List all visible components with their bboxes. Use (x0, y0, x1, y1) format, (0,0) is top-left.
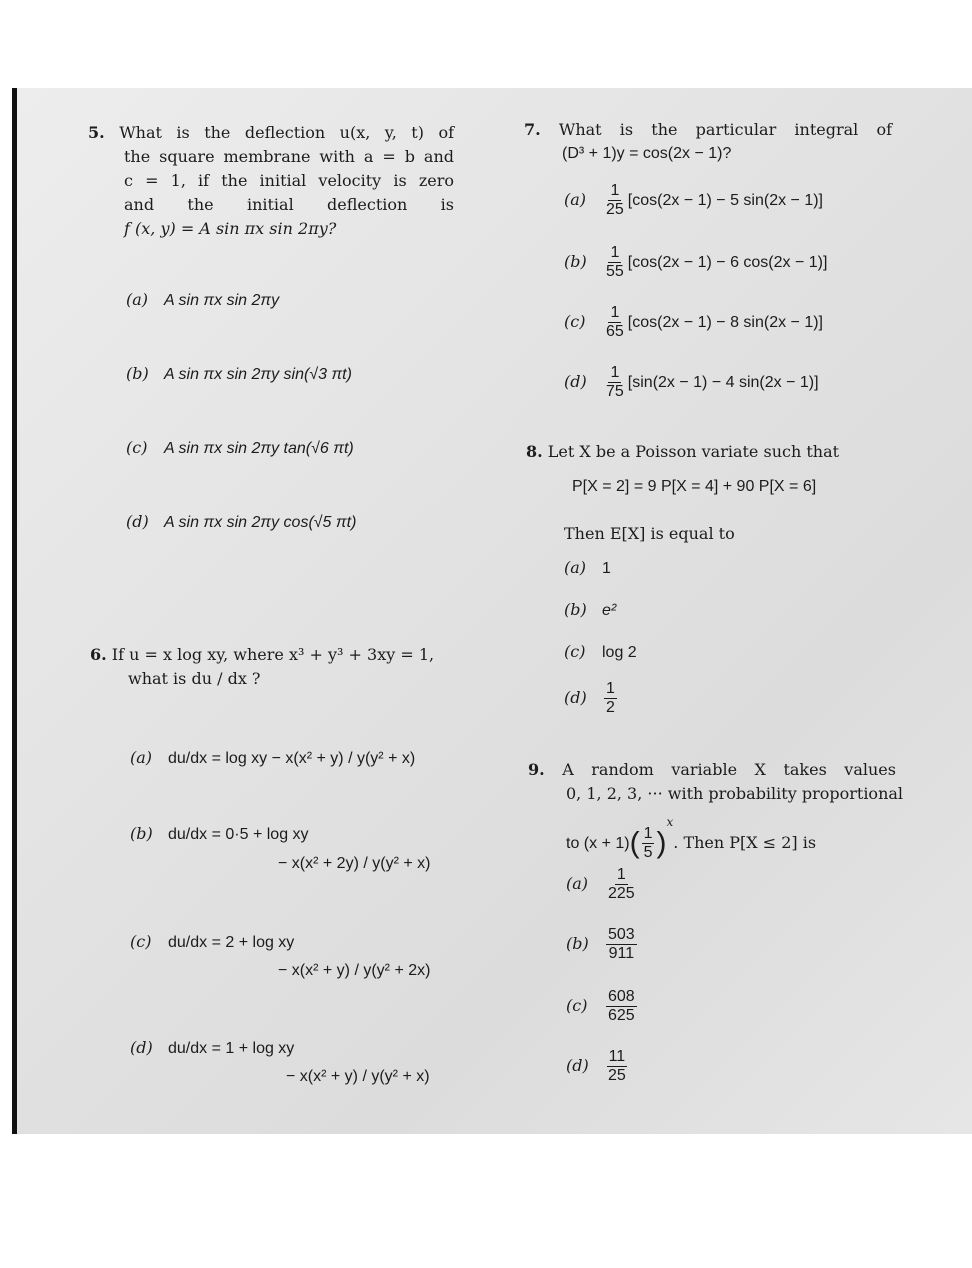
question-9-text-1: A random variable X takes values (562, 760, 896, 779)
question-5 (88, 121, 454, 241)
question-5-text-1: What is the deflection u(x, y, t) of (119, 123, 454, 142)
q8-option-a[interactable] (564, 558, 611, 578)
q6-option-b[interactable] (130, 824, 309, 844)
q7-option-d-denominator: 75 (606, 383, 624, 400)
q5-option-d[interactable] (126, 512, 356, 532)
q5-option-c[interactable] (126, 438, 354, 458)
q8-option-c-text: log 2 (602, 644, 637, 661)
q7-option-d-numerator: 1 (610, 364, 620, 381)
question-9-line-1 (528, 758, 896, 782)
q5-option-b[interactable] (126, 364, 352, 384)
question-9-line-3-suffix: . Then P[X ≤ 2] is (673, 833, 817, 852)
q5-option-b-label: (b) (126, 364, 149, 383)
q6-option-d-continuation: − x(x² + y) / y(y² + x) (286, 1068, 430, 1085)
q9-option-d-label: (d) (566, 1056, 589, 1075)
question-9-number: 9. (528, 760, 545, 779)
q8-option-d-numerator: 1 (606, 680, 615, 697)
question-6-number: 6. (90, 645, 107, 664)
q5-option-d-text: A sin πx sin 2πy cos(√5 πt) (164, 514, 357, 531)
question-5-number: 5. (88, 123, 105, 142)
q8-option-c[interactable] (564, 642, 637, 662)
question-9-line-3 (566, 810, 816, 862)
question-5-line-5: f (x, y) = A sin πx sin 2πy? (124, 219, 337, 238)
q9-option-d-fraction (606, 1048, 628, 1085)
question-7 (524, 118, 892, 166)
question-9-fraction-numerator: 1 (643, 825, 653, 842)
q7-option-d-fraction (604, 364, 626, 401)
q5-option-c-label: (c) (126, 438, 148, 457)
q9-close-paren: ) (656, 826, 667, 860)
q7-option-a-text: [cos(2x − 1) − 5 sin(2x − 1)] (627, 192, 823, 209)
q7-option-b-label: (b) (564, 252, 587, 271)
q7-option-c-denominator: 65 (606, 323, 624, 340)
question-9-line-3-prefix: to (x + 1) (566, 835, 630, 852)
q7-option-d[interactable] (564, 364, 819, 401)
q7-option-a[interactable] (564, 182, 823, 219)
q7-option-a-denominator: 25 (606, 201, 624, 218)
q5-option-c-text: A sin πx sin 2πy tan(√6 πt) (164, 440, 354, 457)
q7-option-a-fraction (604, 182, 626, 219)
q7-option-b-denominator: 55 (606, 263, 624, 280)
question-9 (528, 758, 904, 806)
question-8-equation: P[X = 2] = 9 P[X = 4] + 90 P[X = 6] (572, 478, 817, 495)
q7-option-c-label: (c) (564, 312, 586, 331)
q9-option-d[interactable] (566, 1048, 630, 1085)
q5-option-a[interactable] (126, 290, 279, 310)
q9-option-b-denominator: 911 (608, 945, 635, 962)
q9-option-b-label: (b) (566, 934, 589, 953)
question-6-line-2: what is du / dx ? (128, 669, 261, 688)
q8-option-b-text: e² (602, 602, 617, 619)
question-9-fraction-denominator: 5 (643, 844, 653, 861)
q9-option-a-denominator: 225 (608, 885, 635, 902)
q8-option-d-fraction (604, 680, 617, 717)
question-5-line-3: c = 1, if the initial velocity is zero (124, 171, 454, 190)
q6-option-a[interactable] (130, 748, 415, 768)
question-8-number: 8. (526, 442, 543, 461)
q6-option-c-label: (c) (130, 932, 152, 951)
q9-option-a[interactable] (566, 866, 639, 903)
q8-option-a-label: (a) (564, 558, 587, 577)
q9-option-a-fraction (606, 866, 637, 903)
question-7-text-1: What is the particular integral of (558, 120, 892, 139)
question-5-line-4: and the initial deflection is (124, 195, 454, 214)
q6-option-a-text: du/dx = log xy − x(x² + y) / y(y² + x) (168, 750, 416, 767)
q7-option-b-fraction (604, 244, 626, 281)
q6-option-b-text: du/dx = 0·5 + log xy (168, 826, 309, 843)
q8-option-c-label: (c) (564, 642, 586, 661)
question-9-line-2: 0, 1, 2, 3, ··· with probability proportional (566, 784, 904, 803)
q9-option-c-label: (c) (566, 996, 588, 1015)
question-5-line-1 (88, 121, 454, 145)
question-8-line-1 (526, 440, 896, 464)
page-edge-shadow (12, 88, 17, 1134)
q7-option-b-numerator: 1 (610, 244, 620, 261)
q5-option-a-text: A sin πx sin 2πy (164, 292, 280, 309)
q9-option-c-numerator: 608 (608, 988, 635, 1005)
q6-option-b-label: (b) (130, 824, 153, 843)
question-9-fraction (642, 825, 655, 862)
q9-open-paren: ( (629, 826, 640, 860)
q7-option-c-numerator: 1 (610, 304, 620, 321)
q6-option-c-continuation: − x(x² + y) / y(y² + 2x) (278, 962, 431, 979)
q8-option-d-denominator: 2 (606, 699, 615, 716)
q8-option-b-label: (b) (564, 600, 587, 619)
q9-option-b[interactable] (566, 926, 639, 963)
q6-option-d-text: du/dx = 1 + log xy (168, 1040, 295, 1057)
q5-option-b-text: A sin πx sin 2πy sin(√3 πt) (164, 366, 352, 383)
q9-option-b-fraction (606, 926, 637, 963)
q5-option-d-label: (d) (126, 512, 149, 531)
q7-option-a-numerator: 1 (610, 182, 620, 199)
question-8 (526, 440, 896, 464)
q7-option-d-label: (d) (564, 372, 587, 391)
q7-option-c[interactable] (564, 304, 823, 341)
question-7-number: 7. (524, 120, 541, 139)
q9-option-d-denominator: 25 (608, 1067, 626, 1084)
q9-option-c-denominator: 625 (608, 1007, 635, 1024)
q7-option-a-label: (a) (564, 190, 587, 209)
q7-option-b[interactable] (564, 244, 827, 281)
q6-option-a-label: (a) (130, 748, 153, 767)
question-7-line-2: (D³ + 1)y = cos(2x − 1)? (562, 145, 732, 162)
q9-option-c-fraction (606, 988, 637, 1025)
q6-option-c-text: du/dx = 2 + log xy (168, 934, 295, 951)
scanned-page (12, 88, 972, 1134)
q8-option-b[interactable] (564, 600, 616, 620)
q9-option-b-numerator: 503 (608, 926, 635, 943)
q9-option-a-label: (a) (566, 874, 589, 893)
question-5-line-2: the square membrane with a = b and (124, 147, 454, 166)
q9-option-c[interactable] (566, 988, 639, 1025)
question-6-line-1 (90, 643, 460, 667)
question-6-text-1: If u = x log xy, where x³ + y³ + 3xy = 1, (111, 645, 435, 664)
question-7-line-1 (524, 118, 892, 142)
q6-option-d-label: (d) (130, 1038, 153, 1057)
q8-option-d[interactable] (564, 680, 619, 717)
q9-option-a-numerator: 1 (616, 866, 626, 883)
q6-option-b-continuation: − x(x² + 2y) / y(y² + x) (278, 855, 431, 872)
q6-option-c[interactable] (130, 932, 294, 952)
question-8-line-2: Then E[X] is equal to (564, 524, 735, 543)
q7-option-d-text: [sin(2x − 1) − 4 sin(2x − 1)] (627, 374, 819, 391)
question-9-exponent: x (666, 815, 674, 829)
q7-option-c-text: [cos(2x − 1) − 8 sin(2x − 1)] (627, 314, 823, 331)
question-6 (90, 643, 460, 691)
q5-option-a-label: (a) (126, 290, 149, 309)
question-8-text-1: Let X be a Poisson variate such that (547, 442, 840, 461)
q7-option-c-fraction (604, 304, 626, 341)
q6-option-d[interactable] (130, 1038, 294, 1058)
q8-option-d-label: (d) (564, 688, 587, 707)
q8-option-a-text: 1 (602, 560, 611, 577)
q9-option-d-numerator: 11 (608, 1048, 626, 1065)
q7-option-b-text: [cos(2x − 1) − 6 cos(2x − 1)] (627, 254, 828, 271)
